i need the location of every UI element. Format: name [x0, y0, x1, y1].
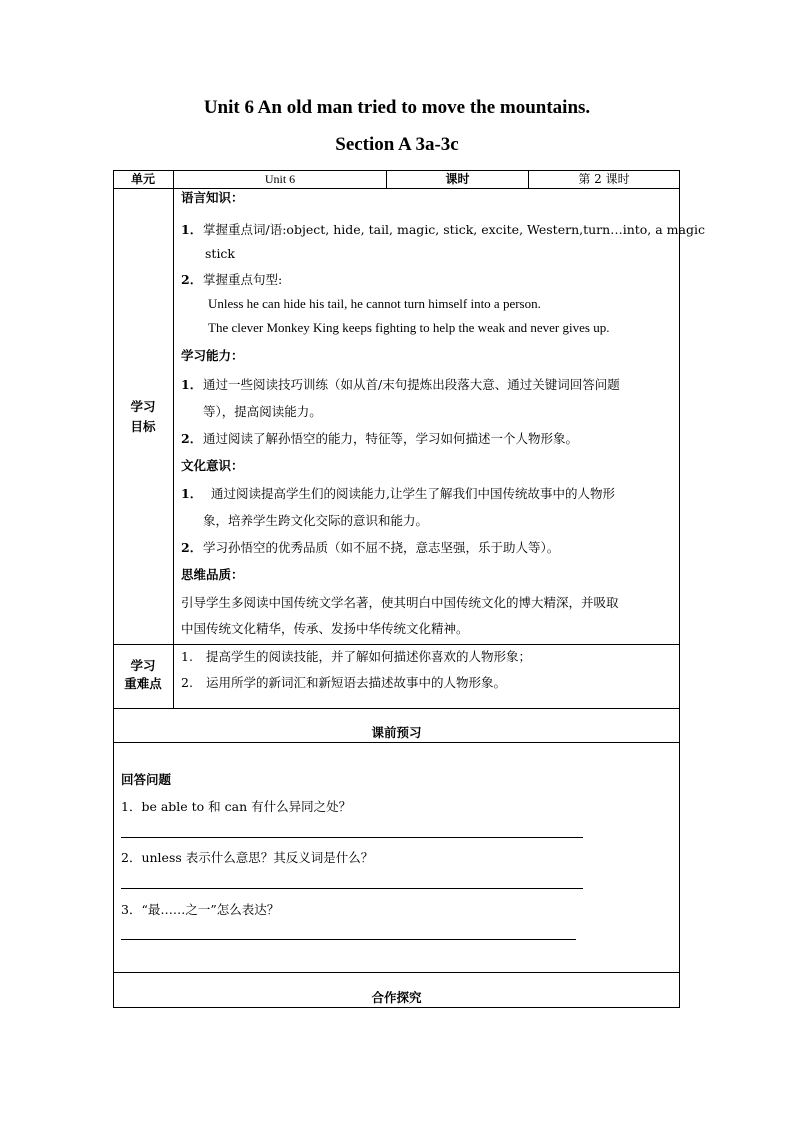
item-number: 2．: [181, 431, 203, 446]
ability-heading: 学习能力：: [181, 348, 244, 363]
culture-heading: 文化意识：: [181, 458, 244, 473]
item-text: 通过阅读了解孙悟空的能力，特征等，学习如何描述一个人物形象。: [203, 431, 579, 446]
item-number: 1．: [181, 377, 203, 392]
lesson-plan-table: [113, 170, 705, 1008]
item-text: 提高学生的阅读技能，并了解如何描述你喜欢的人物形象；: [206, 649, 532, 664]
table-border-bottom: [113, 1007, 680, 1008]
item-text: 掌握重点词/语:object, hide, tail, magic, stick, excite, Western,turn…into, a magic: [203, 222, 705, 237]
item-number: 2．: [181, 272, 203, 287]
table-rule: [173, 170, 174, 709]
item-text: 运用所学的新词汇和新短语去描述故事中的人物形象。: [206, 675, 507, 690]
key-point-item: [181, 647, 531, 665]
thinking-text: 引导学生多阅读中国传统文学名著，使其明白中国传统文化的博大精深，并吸取: [181, 595, 619, 610]
table-border-top: [113, 170, 680, 171]
preview-section-title: 课前预习: [371, 725, 422, 740]
table-rule: [113, 972, 680, 973]
cooperation-section-title: 合作探究: [371, 990, 422, 1005]
item-text: 掌握重点句型:: [203, 272, 283, 287]
objective-item: [181, 375, 620, 393]
item-text: 学习孙悟空的优秀品质（如不屈不挠，意志坚强，乐于助人等）。: [203, 540, 560, 555]
item-text-cont: 象，培养学生跨文化交际的意识和能力。: [203, 513, 429, 528]
item-text-cont: stick: [205, 246, 236, 261]
objective-item: [181, 484, 615, 502]
answer-line[interactable]: [121, 888, 583, 889]
question-3: 3．“最……之一”怎么表达？: [121, 902, 280, 917]
table-border-right: [679, 170, 680, 1008]
item-number: 1．: [181, 486, 203, 501]
objectives-label-line: 目标: [130, 419, 156, 434]
answer-line[interactable]: [121, 837, 583, 838]
objective-item: [181, 538, 559, 556]
key-sentence: The clever Monkey King keeps fighting to help the weak and never gives up.: [208, 320, 610, 335]
answer-line[interactable]: [121, 939, 576, 940]
table-border-left: [113, 170, 114, 1008]
document-subtitle: Section A 3a-3c: [335, 134, 459, 155]
thinking-heading: 思维品质：: [181, 567, 244, 582]
item-text-cont: 等），提高阅读能力。: [203, 404, 322, 419]
thinking-text: 中国传统文化精华，传承、发扬中华传统文化精神。: [181, 621, 469, 636]
objectives-label-line: 学习: [130, 399, 156, 414]
objective-item: [181, 220, 705, 238]
table-rule: [113, 644, 680, 645]
question-1: 1．be able to 和 can 有什么异同之处？: [121, 799, 352, 814]
key-point-item: [181, 673, 506, 691]
key-points-label-line: 学习: [130, 658, 156, 673]
key-points-label-line: 重难点: [124, 676, 162, 691]
item-text: 通过阅读提高学生们的阅读能力,让学生了解我们中国传统故事中的人物形: [211, 486, 615, 501]
item-number: 2.: [181, 675, 193, 690]
unit-label: 单元: [130, 172, 155, 186]
objective-item: [181, 429, 578, 447]
key-sentence: Unless he can hide his tail, he cannot turn himself into a person.: [208, 296, 541, 311]
objectives-label: [113, 397, 173, 437]
question-2: 2．unless 表示什么意思？其反义词是什么？: [121, 850, 374, 865]
key-points-label: [113, 657, 173, 693]
item-number: 1．: [181, 222, 203, 237]
table-rule: [113, 708, 680, 709]
objective-item: [181, 270, 282, 288]
unit-value: Unit 6: [264, 172, 296, 186]
table-rule: [113, 742, 680, 743]
item-number: 2．: [181, 540, 203, 555]
document-title: Unit 6 An old man tried to move the mountains.: [203, 97, 591, 118]
period-label: 课时: [445, 172, 470, 186]
period-value: 第 2 课时: [578, 172, 630, 186]
item-number: 1.: [181, 649, 193, 664]
preview-heading: 回答问题: [121, 772, 172, 787]
language-heading: 语言知识：: [181, 190, 244, 205]
item-text: 通过一些阅读技巧训练（如从首/末句提炼出段落大意、通过关键词回答问题: [203, 377, 620, 392]
